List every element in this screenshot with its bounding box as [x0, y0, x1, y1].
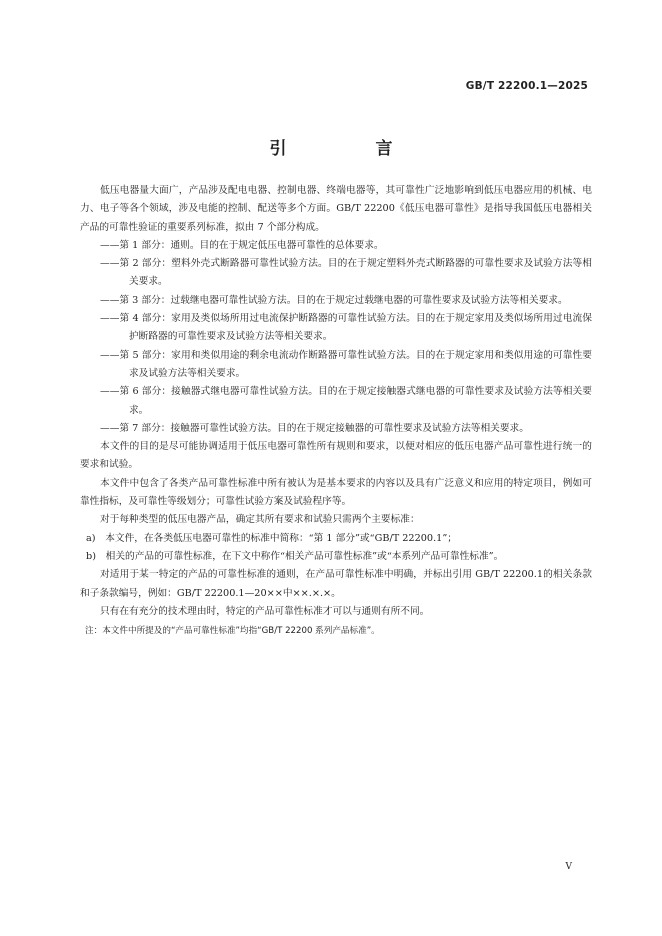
document-id: GB/T 22200.1—2025 [465, 80, 588, 92]
page-number: V [565, 862, 572, 872]
note: 注：本文件中所提及的“产品可靠性标准”均指“GB/T 22200 系列产品标准”。 [85, 626, 380, 637]
part-5-item: ——第 5 部分：家用和类似用途的剩余电流动作断路器可靠性试验方法。目的在于规定家用和类似用途的可靠性要求及试验方法等相关要求。 [100, 349, 592, 379]
part-2-item: ——第 2 部分：塑料外壳式断路器可靠性试验方法。目的在于规定塑料外壳式断路器的可靠性要求及试验方法等相关要求。 [100, 258, 592, 288]
part-7-item: ——第 7 部分：接触器可靠性试验方法。目的在于规定接触器的可靠性要求及试验方法等相关要求。 [100, 422, 529, 434]
list-item-a: a) 本文件，在各类低压电器可靠性的标准中简称：“第 1 部分”或“GB/T 22200.1”； [86, 532, 457, 544]
standards-intro-paragraph: 对于每种类型的低压电器产品，确定其所有要求和试验只需两个主要标准： [100, 514, 420, 526]
purpose-paragraph: 本文件的目的是尽可能协调适用于低压电器可靠性所有规则和要求，以便对相应的低压电器产品可靠性进行统一的要求和试验。 [80, 441, 592, 471]
part-4-item: ——第 4 部分：家用及类似场所用过电流保护断路器的可靠性试验方法。目的在于规定家用及类似场所用过电流保护断路器的可靠性要求及试验方法等相关要求。 [100, 313, 592, 343]
intro-paragraph: 低压电器量大面广，产品涉及配电电器、控制电器、终端电器等，其可靠性广泛地影响到低压电器应用的机械、电力、电子等各个领域，涉及电能的控制、配送等多个方面。GB/T 22200《低压电器可靠性》是指导我国低压电器相关产品的可靠性验证的重要系列标准，拟由 7 个部分构成。 [80, 185, 592, 233]
part-6-item: ——第 6 部分：接触器式继电器可靠性试验方法。目的在于规定接触器式继电器的可靠性要求及试验方法等相关要求。 [100, 386, 592, 416]
part-3-item: ——第 3 部分：过载继电器可靠性试验方法。目的在于规定过载继电器的可靠性要求及试验方法等相关要求。 [100, 294, 568, 306]
content-paragraph: 本文件中包含了各类产品可靠性标准中所有被认为是基本要求的内容以及具有广泛意义和应用的特定项目，例如可靠性指标，及可靠性等级划分；可靠性试验方案及试验程序等。 [80, 477, 592, 508]
document-body [80, 182, 592, 640]
page-title: 引 言 [269, 139, 429, 159]
general-rules-paragraph: 对适用于某一特定的产品的可靠性标准的通则，在产品可靠性标准中明确，并标出引用 GB/T 22200.1的相关条款和子条款编号，例如：GB/T 22200.1—20××中××.×.×。 [80, 569, 592, 599]
part-1-item: ——第 1 部分：通则。目的在于规定低压电器可靠性的总体要求。 [100, 239, 384, 251]
list-item-b: b) 相关的产品的可靠性标准，在下文中称作“相关产品可靠性标准”或“本系列产品可靠性标准”。 [86, 550, 504, 562]
exception-paragraph: 只有在有充分的技术理由时，特定的产品可靠性标准才可以与通则有所不同。 [100, 605, 430, 617]
